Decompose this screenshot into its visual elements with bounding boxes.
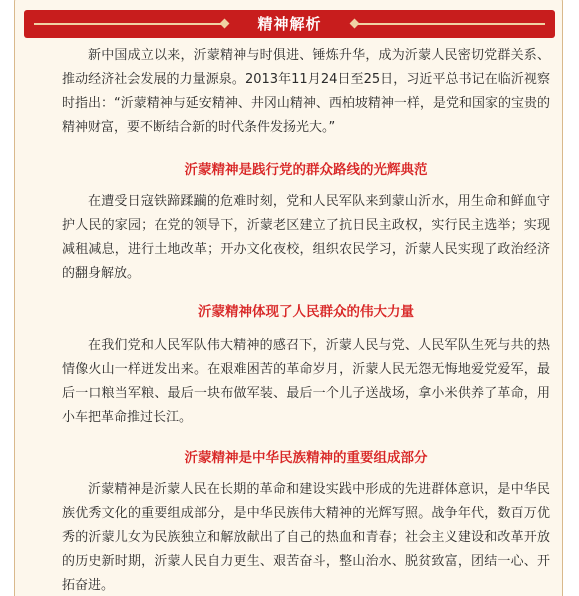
section-heading: 沂蒙精神是践行党的群众路线的光辉典范 — [184, 162, 428, 178]
banner-title: 精神解析 — [257, 15, 322, 33]
section-paragraph: 在我们党和人民军队伟大精神的感召下，沂蒙人民与党、人民军队生死与共的热情像火山一样迸发出来。在艰难困苦的革命岁月，沂蒙人民无怨无悔地爱党爱军，最后一口粮当军粮、最后一块布做军装、最后一个儿子送战场，拿小米供养了革命，用小车把革命推过长江。 — [62, 338, 550, 425]
banner-rule-right — [357, 23, 545, 25]
section-banner — [24, 10, 555, 38]
section-paragraph: 沂蒙精神是沂蒙人民在长期的革命和建设实践中形成的先进群体意识，是中华民族优秀文化的重要组成部分，是中华民族伟大精神的光辉写照。战争年代，数百万优秀的沂蒙儿女为民族独立和解放献出了自己的热血和青春；社会主义建设和改革开放的历史新时期，沂蒙人民自力更生、艰苦奋斗，整山治水、脱贫致富，团结一心、开拓奋进。 — [62, 482, 550, 593]
article-body — [62, 44, 550, 596]
section-heading: 沂蒙精神体现了人民群众的伟大力量 — [198, 304, 414, 320]
section-paragraph: 在遭受日寇铁蹄蹂躏的危难时刻，党和人民军队来到蒙山沂水，用生命和鲜血守护人民的家园；在党的领导下，沂蒙老区建立了抗日民主政权，实行民主选举；实现减租减息，进行土地改革；开办文化夜校，组织农民学习，沂蒙人民实现了政治经济的翻身解放。 — [62, 194, 550, 281]
section-heading: 沂蒙精神是中华民族精神的重要组成部分 — [184, 450, 428, 466]
intro-paragraph: 新中国成立以来，沂蒙精神与时俱进、锤炼升华，成为沂蒙人民密切党群关系、推动经济社会发展的力量源泉。2013年11月24日至25日，习近平总书记在临沂视察时指出：“沂蒙精神与延安精神、井冈山精神、西柏坡精神一样，是党和国家的宝贵的精神财富，要不断结合新的时代条件发扬光大。” — [62, 48, 550, 135]
